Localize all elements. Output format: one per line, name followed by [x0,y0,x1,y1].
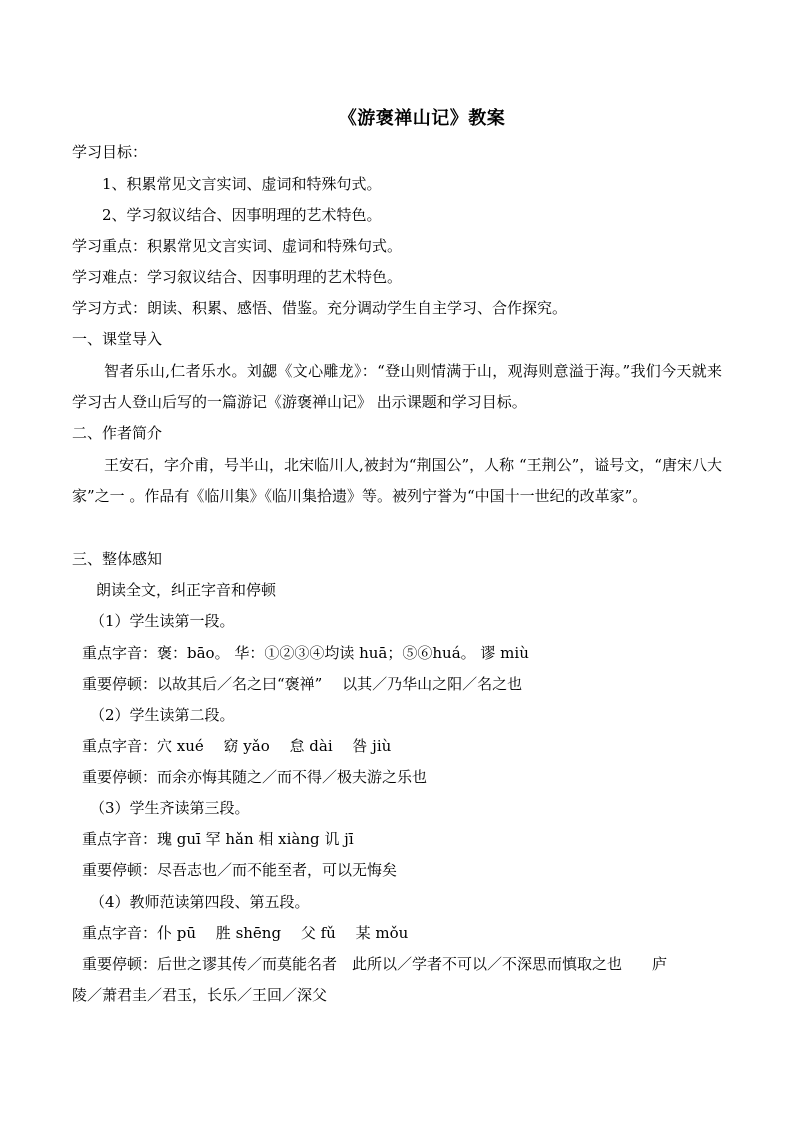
part-label: （2）学生读第二段。 [90,706,235,724]
difficult-point-line: 学习难点：学习叙议结合、因事明理的艺术特色。 [72,268,403,286]
part-label: （4）教师范读第四段、第五段。 [90,893,310,911]
objective-item-2: 2、学习叙议结合、因事明理的艺术特色。 [102,206,382,224]
learning-method-line: 学习方式：朗读、积累、感悟、借鉴。充分调动学生自主学习、合作探究。 [72,299,568,317]
pause-line: 重要停顿：后世之谬其传／而莫能名者 此所以／学者不可以／不深思而慎取之也 庐 [82,955,668,973]
objectives-label: 学习目标： [72,143,148,161]
pause-line-continued: 陵／萧君圭／君玉，长乐／王回／深父 [72,986,328,1004]
objective-item-1: 1、积累常见文言实词、虚词和特殊句式。 [102,175,382,193]
pause-line: 重要停顿：以故其后／名之曰“褒禅” 以其／乃华山之阳／名之也 [82,675,523,693]
part-label: （3）学生齐读第三段。 [90,799,250,817]
overview-intro: 朗读全文，纠正字音和停顿 [96,581,277,599]
pronunciation-line: 重点字音：瑰 guī 罕 hǎn 相 xiàng 讥 jī [82,830,354,848]
pronunciation-line: 重点字音：褒：bāo。 华：①②③④均读 huā；⑤⑥huá。 谬 miù [82,644,529,662]
key-point-line: 学习重点：积累常见文言实词、虚词和特殊句式。 [72,237,403,255]
part-label: （1）学生读第一段。 [90,612,235,630]
document-title: 《游褒禅山记》教案 [338,108,506,129]
pause-line: 重要停顿：尽吾志也／而不能至者，可以无悔矣 [82,861,398,879]
pronunciation-line: 重点字音：穴 xué 窈 yǎo 怠 dài 咎 jiù [82,737,392,755]
intro-paragraph: 智者乐山,仁者乐水。刘勰《文心雕龙》：“登山则情满于山，观海则意溢于海。”我们今天就来学习古人登山后写的一篇游记《游褒禅山记》 出示课题和学习目标。 [72,362,722,411]
pronunciation-line: 重点字音：仆 pū 胜 shēng 父 fǔ 某 mǒu [82,924,409,942]
section-heading-intro: 一、课堂导入 [72,330,163,348]
section-heading-author: 二、作者简介 [72,424,163,442]
author-paragraph: 王安石，字介甫，号半山，北宋临川人,被封为“荆国公”，人称 “王荆公”，谥号文，“唐宋八大家”之一 。作品有《临川集》《临川集拾遗》等。被列宁誉为“中国十一世纪的改革家”。 [72,456,722,505]
section-heading-overview: 三、整体感知 [72,550,163,568]
pause-line: 重要停顿：而余亦悔其随之／而不得／极夫游之乐也 [82,768,428,786]
